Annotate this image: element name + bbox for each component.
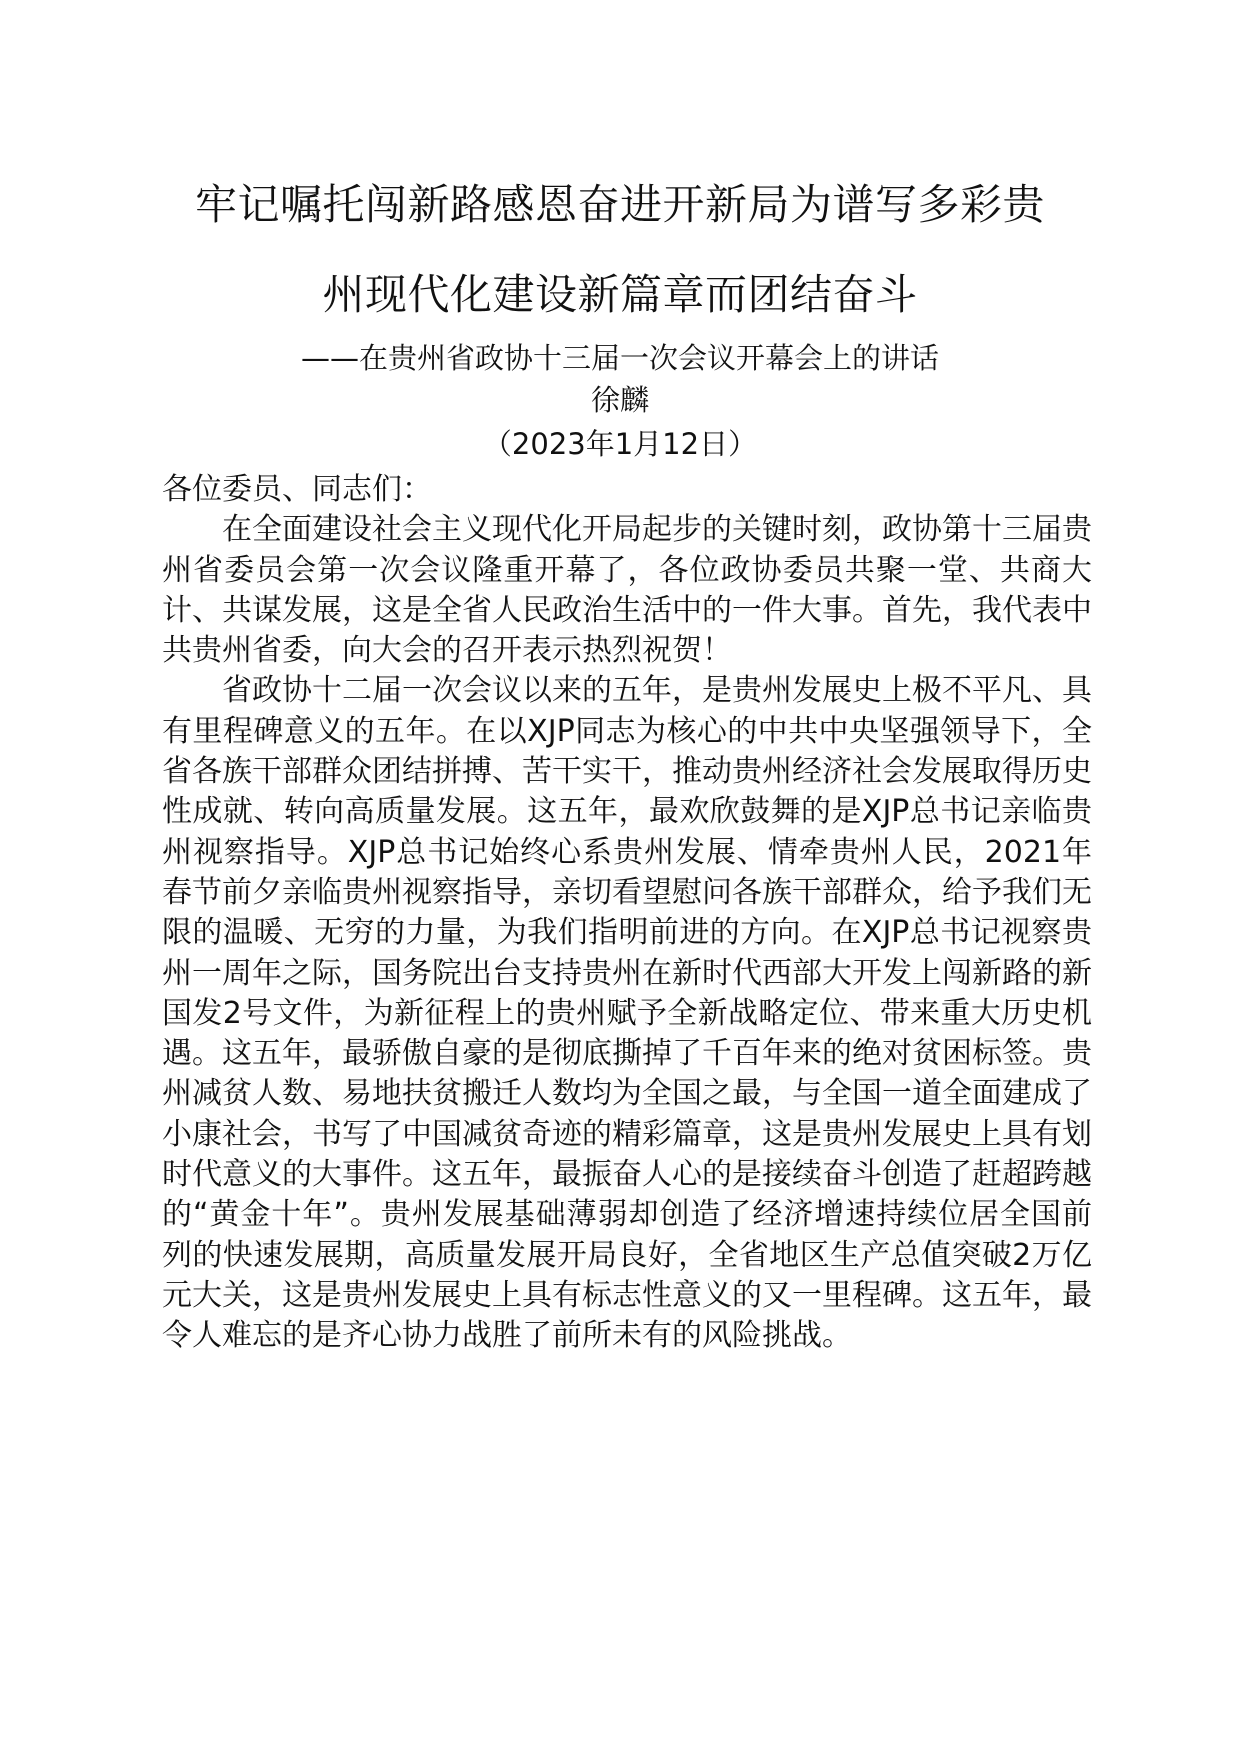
document-title-line-1: 牢记嘱托闯新路感恩奋进开新局为谱写多彩贵 bbox=[194, 180, 1045, 229]
speech-date: （2023年1月12日） bbox=[482, 427, 758, 461]
greeting: 各位委员、同志们： bbox=[162, 472, 432, 507]
speech-body bbox=[162, 470, 1092, 1357]
speaker-name: 徐麟 bbox=[590, 383, 649, 417]
paragraph-1: 在全面建设社会主义现代化开局起步的关键时刻，政协第十三届贵州省委员会第一次会议隆重开幕了，各位政协委员共聚一堂、共商大计、共谋发展，这是全省人民政治生活中的一件大事。首先，我代表中共贵州省委，向大会的召开表示热烈祝贺！ bbox=[162, 512, 1092, 669]
paragraph-2: 省政协十二届一次会议以来的五年，是贵州发展史上极不平凡、具有里程碑意义的五年。在以XJP同志为核心的中共中央坚强领导下，全省各族干部群众团结拼搏、苦干实干，推动贵州经济社会发展取得历史性成就、转向高质量发展。这五年，最欢欣鼓舞的是XJP总书记亲临贵州视察指导。XJP总书记始终心系贵州发展、情牵贵州人民，2021年春节前夕亲临贵州视察指导，亲切看望慰问各族干部群众，给予我们无限的温暖、无穷的力量，为我们指明前进的方向。在XJP总书记视察贵州一周年之际，国务院出台支持贵州在新时代西部大开发上闯新路的新国发2号文件，为新征程上的贵州赋予全新战略定位、带来重大历史机遇。这五年，最骄傲自豪的是彻底撕掉了千百年来的绝对贫困标签。贵州减贫人数、易地扶贫搬迁人数均为全国之最，与全国一道全面建成了小康社会，书写了中国减贫奇迹的精彩篇章，这是贵州发展史上具有划时代意义的大事件。这五年，最振奋人心的是接续奋斗创造了赶超跨越的“黄金十年”。贵州发展基础薄弱却创造了经济增速持续位居全国前列的快速发展期，高质量发展开局良好，全省地区生产总值突破2万亿元大关，这是贵州发展史上具有标志性意义的又一里程碑。这五年，最令人难忘的是齐心协力战胜了前所未有的风险挑战。 bbox=[162, 673, 1092, 1354]
speech-subtitle: ——在贵州省政协十三届一次会议开幕会上的讲话 bbox=[300, 341, 939, 375]
document-title-line-2: 州现代化建设新篇章而团结奋斗 bbox=[322, 270, 918, 319]
